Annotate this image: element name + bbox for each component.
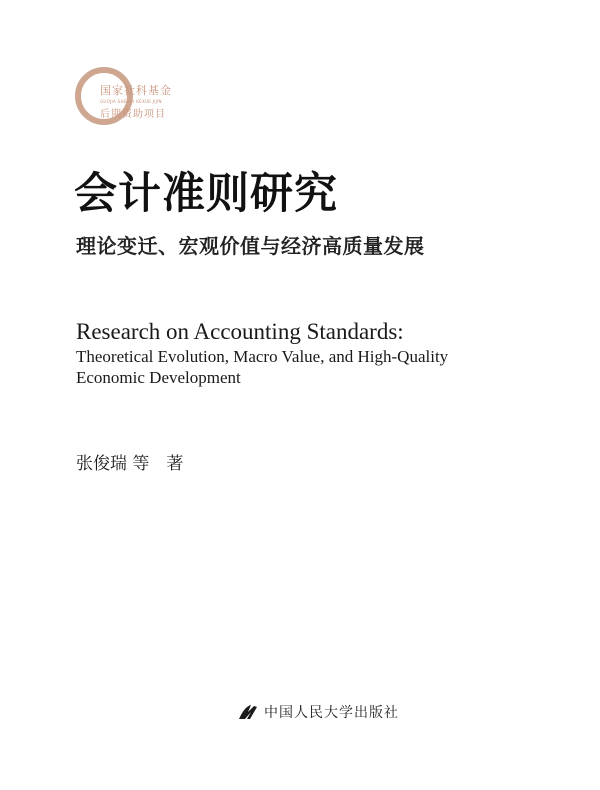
publisher (237, 702, 399, 722)
logo-line-1: 国家社科基金 (100, 84, 172, 97)
publisher-logo-icon (237, 702, 259, 722)
author-line: 张俊瑞 等 著 (76, 454, 184, 474)
publisher-name: 中国人民大学出版社 (264, 705, 399, 721)
fund-logo (72, 64, 192, 136)
subtitle-en-line-2: Economic Development (76, 368, 241, 387)
subtitle-en-line-1: Theoretical Evolution, Macro Value, and High-Quality (76, 347, 449, 366)
book-subtitle-chinese: 理论变迁、宏观价值与经济高质量发展 (76, 234, 425, 258)
logo-line-2: 后期资助项目 (100, 109, 166, 120)
book-title-chinese: 会计准则研究 (74, 169, 338, 219)
book-title-english: Research on Accounting Standards: (76, 319, 404, 344)
logo-text (100, 82, 172, 120)
book-subtitle-english (76, 346, 448, 388)
logo-sub-pinyin: GUOJIA SHEHUI KEXUE JIJIN (100, 99, 162, 104)
